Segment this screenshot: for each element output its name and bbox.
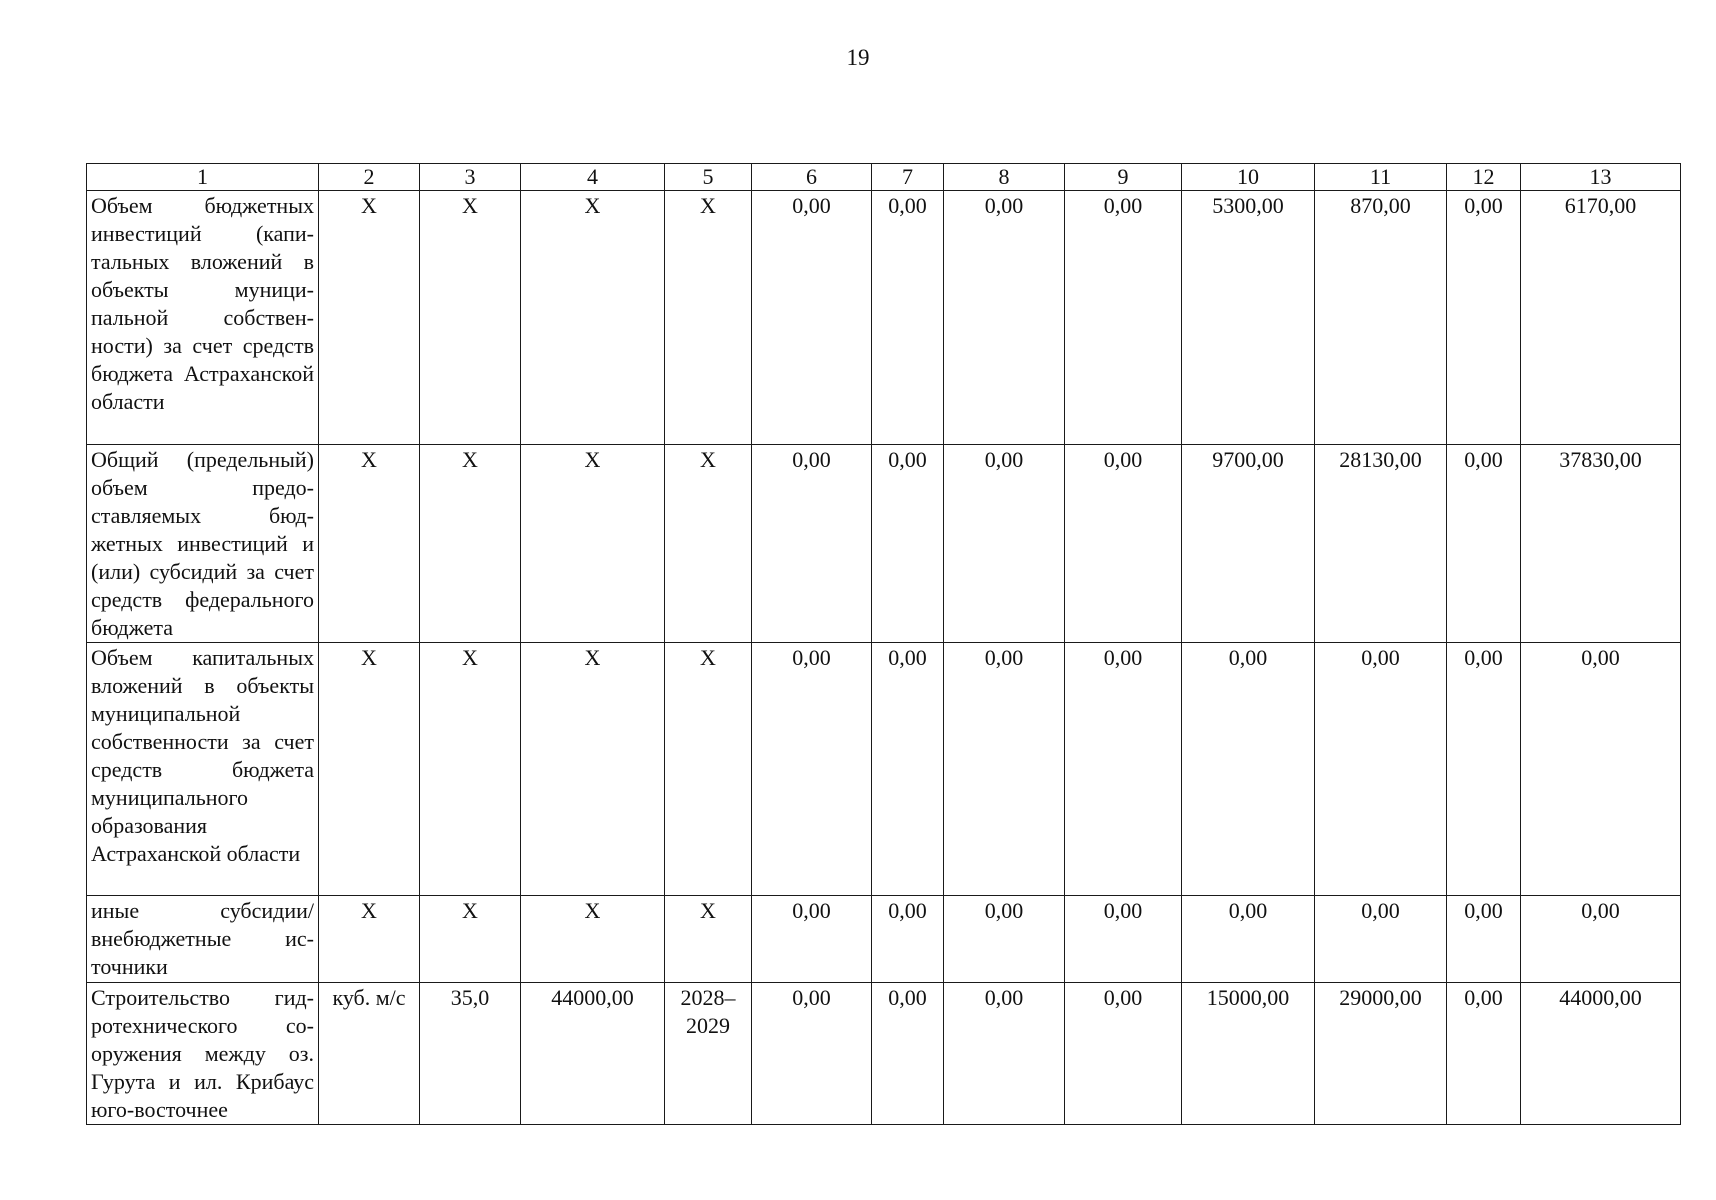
row-label: Общий (предельный) объем предоставляемых бюджетных инвестиций и (или) субсидий за счет средств федерального бюджета <box>87 445 319 643</box>
column-header-5: 5 <box>665 164 752 191</box>
table-cell: 0,00 <box>752 191 872 445</box>
table-cell: X <box>420 896 521 983</box>
table-cell: 9700,00 <box>1182 445 1315 643</box>
table-cell: X <box>521 643 665 896</box>
column-header-8: 8 <box>944 164 1065 191</box>
table-cell: X <box>665 445 752 643</box>
table-cell: 0,00 <box>1447 983 1521 1125</box>
table-cell: X <box>665 896 752 983</box>
table-cell: 0,00 <box>1182 896 1315 983</box>
table-row <box>87 896 1681 983</box>
table-cell: 15000,00 <box>1182 983 1315 1125</box>
table-cell: X <box>521 445 665 643</box>
table-row <box>87 445 1681 643</box>
table-cell: 0,00 <box>1447 191 1521 445</box>
table-row <box>87 191 1681 445</box>
table-cell: 0,00 <box>1521 896 1681 983</box>
table-row <box>87 983 1681 1125</box>
table-cell: 6170,00 <box>1521 191 1681 445</box>
table-cell: 0,00 <box>1065 643 1182 896</box>
table-cell: X <box>319 643 420 896</box>
table-cell: 0,00 <box>1065 191 1182 445</box>
page-number: 19 <box>846 45 870 70</box>
table-cell: 0,00 <box>944 896 1065 983</box>
column-header-12: 12 <box>1447 164 1521 191</box>
column-header-6: 6 <box>752 164 872 191</box>
table-cell: X <box>665 191 752 445</box>
table-cell: X <box>319 896 420 983</box>
table-cell: X <box>420 445 521 643</box>
table-cell: 870,00 <box>1315 191 1447 445</box>
table-cell: 0,00 <box>1315 643 1447 896</box>
column-header-10: 10 <box>1182 164 1315 191</box>
table-cell: 0,00 <box>1447 445 1521 643</box>
table-cell: 0,00 <box>1065 445 1182 643</box>
table-cell: 28130,00 <box>1315 445 1447 643</box>
table-cell: 0,00 <box>752 445 872 643</box>
table-cell: 0,00 <box>1447 896 1521 983</box>
row-label: Объем капитальных вложений в объекты муниципальной собственности за счет средств бюджета муниципального образования Астраханской области <box>87 643 319 896</box>
row-label: иные субсидии/ внебюджетные источники <box>87 896 319 983</box>
table-cell: X <box>420 191 521 445</box>
table-cell: 0,00 <box>944 191 1065 445</box>
table-cell: 0,00 <box>752 896 872 983</box>
table-cell: 29000,00 <box>1315 983 1447 1125</box>
table-cell: 35,0 <box>420 983 521 1125</box>
table-cell: 44000,00 <box>521 983 665 1125</box>
column-header-9: 9 <box>1065 164 1182 191</box>
table-cell: 0,00 <box>1182 643 1315 896</box>
table-cell: 0,00 <box>872 896 944 983</box>
table-cell: 37830,00 <box>1521 445 1681 643</box>
table-cell: 0,00 <box>1315 896 1447 983</box>
table-cell: X <box>665 643 752 896</box>
table-cell: 0,00 <box>1447 643 1521 896</box>
table-cell: 0,00 <box>1065 983 1182 1125</box>
column-header-11: 11 <box>1315 164 1447 191</box>
column-header-13: 13 <box>1521 164 1681 191</box>
table-row <box>87 643 1681 896</box>
table-cell: 5300,00 <box>1182 191 1315 445</box>
column-header-1: 1 <box>87 164 319 191</box>
table-cell: 0,00 <box>752 643 872 896</box>
table-cell: X <box>521 896 665 983</box>
table-cell: 0,00 <box>1065 896 1182 983</box>
column-header-4: 4 <box>521 164 665 191</box>
table-cell: 44000,00 <box>1521 983 1681 1125</box>
table-cell: 2028–2029 <box>665 983 752 1125</box>
column-header-7: 7 <box>872 164 944 191</box>
column-header-3: 3 <box>420 164 521 191</box>
budget-table <box>86 163 1681 1125</box>
table-cell: 0,00 <box>1521 643 1681 896</box>
table-cell: 0,00 <box>944 445 1065 643</box>
row-label: Объем бюджетных инвестиций (капитальных вложений в объекты муниципальной собственности) за счет средств бюджета Астраханской области <box>87 191 319 445</box>
table-cell: X <box>319 445 420 643</box>
row-label: Строительство гидротехнического сооружения между оз. Гурута и ил. Крибаус юго-восточнее <box>87 983 319 1125</box>
table-cell: X <box>521 191 665 445</box>
column-header-2: 2 <box>319 164 420 191</box>
table-cell: 0,00 <box>872 983 944 1125</box>
header-row <box>87 164 1681 191</box>
table-cell: куб. м/с <box>319 983 420 1125</box>
table-cell: X <box>319 191 420 445</box>
table-cell: 0,00 <box>872 643 944 896</box>
table-cell: 0,00 <box>872 191 944 445</box>
table-cell: 0,00 <box>752 983 872 1125</box>
table-cell: 0,00 <box>944 983 1065 1125</box>
table-cell: 0,00 <box>944 643 1065 896</box>
table-cell: 0,00 <box>872 445 944 643</box>
table-cell: X <box>420 643 521 896</box>
